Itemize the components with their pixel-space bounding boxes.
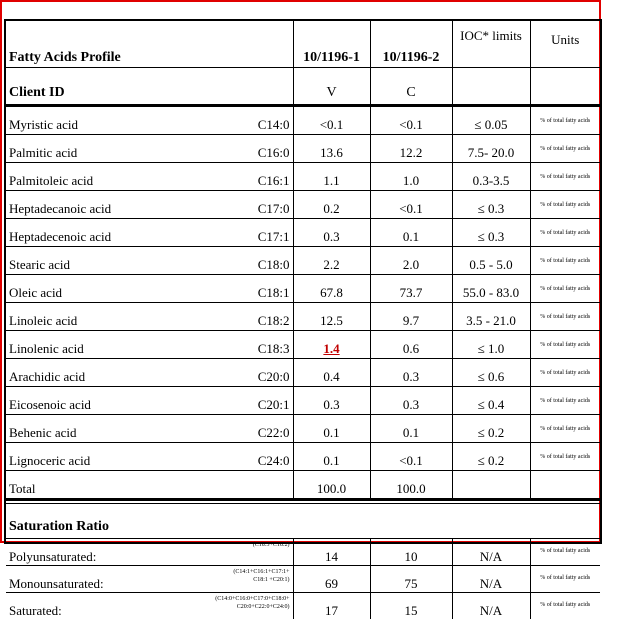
- table-title: Fatty Acids Profile: [6, 21, 293, 68]
- saturation-limit: N/A: [452, 593, 530, 619]
- acid-code: C20:1: [258, 398, 290, 411]
- ioc-limit: ≤ 0.2: [452, 415, 530, 443]
- table-row: [6, 275, 600, 303]
- saturation-unit: % of total fatty acids: [530, 539, 600, 566]
- sample-2-value: 12.2: [370, 135, 452, 163]
- ioc-limit: 55.0 - 83.0: [452, 275, 530, 303]
- sample-1-value-text: 67.8: [320, 285, 343, 300]
- acid-code: C17:0: [258, 202, 290, 215]
- acid-code: C16:0: [258, 146, 290, 159]
- sample-1-value: [293, 106, 370, 135]
- sample-1-value-text: 0.1: [323, 425, 339, 440]
- fatty-acids-table: [6, 21, 600, 619]
- sample-2-value: 0.3: [370, 387, 452, 415]
- unit: % of total fatty acids: [530, 331, 600, 359]
- saturation-limit: N/A: [452, 566, 530, 593]
- sample-2-value: 2.0: [370, 247, 452, 275]
- sample-1-value-text: 12.5: [320, 313, 343, 328]
- sample-1-value: [293, 191, 370, 219]
- acid-code: C22:0: [258, 426, 290, 439]
- saturation-v: 69: [293, 566, 370, 593]
- saturation-v: 17: [293, 593, 370, 619]
- saturation-row: [6, 566, 600, 593]
- unit: % of total fatty acids: [530, 415, 600, 443]
- unit: % of total fatty acids: [530, 219, 600, 247]
- acid-name: Arachidic acid: [9, 370, 85, 383]
- unit: % of total fatty acids: [530, 387, 600, 415]
- sample-2-value: <0.1: [370, 443, 452, 471]
- ioc-limit: ≤ 0.4: [452, 387, 530, 415]
- sample-1-value: [293, 219, 370, 247]
- acid-name: Oleic acid: [9, 286, 62, 299]
- acid-name: Stearic acid: [9, 258, 70, 271]
- unit: % of total fatty acids: [530, 275, 600, 303]
- client-id-label: Client ID: [6, 68, 293, 106]
- acid-name: Palmitoleic acid: [9, 174, 93, 187]
- sample-2-value: 73.7: [370, 275, 452, 303]
- table-row: [6, 163, 600, 191]
- ioc-limit: ≤ 1.0: [452, 331, 530, 359]
- ioc-limit: ≤ 0.05: [452, 106, 530, 135]
- unit: % of total fatty acids: [530, 191, 600, 219]
- sample-1-value: [293, 163, 370, 191]
- saturation-formula: (C14:1+C16:1+C17:1+ C18:1 +C20:1): [233, 568, 289, 584]
- sample-1-value-text: 1.1: [323, 173, 339, 188]
- acid-code: C16:1: [258, 174, 290, 187]
- acid-code: C24:0: [258, 454, 290, 467]
- ioc-limit: 0.3-3.5: [452, 163, 530, 191]
- sample-2-value: 0.1: [370, 415, 452, 443]
- sample-1-value-text: 1.4: [323, 341, 339, 356]
- ioc-limit: 7.5- 20.0: [452, 135, 530, 163]
- table-row: [6, 359, 600, 387]
- acid-code: C17:1: [258, 230, 290, 243]
- acid-name: Behenic acid: [9, 426, 77, 439]
- sample-2-value: <0.1: [370, 106, 452, 135]
- table-row: [6, 331, 600, 359]
- acid-name: Eicosenoic acid: [9, 398, 91, 411]
- sample-1-value-text: 0.4: [323, 369, 339, 384]
- header-row: [6, 21, 600, 68]
- acid-name: Linolenic acid: [9, 342, 84, 355]
- table-row: [6, 303, 600, 331]
- acid-code: C20:0: [258, 370, 290, 383]
- sample-1-value: [293, 247, 370, 275]
- acid-code: C18:1: [258, 286, 290, 299]
- sample-1-value: [293, 359, 370, 387]
- acid-code: C14:0: [258, 118, 290, 131]
- table-row: [6, 387, 600, 415]
- acid-code: C18:2: [258, 314, 290, 327]
- saturation-v: 14: [293, 539, 370, 566]
- acid-code: C18:0: [258, 258, 290, 271]
- saturation-title: Saturation Ratio: [6, 504, 600, 539]
- acid-name: Heptadecanoic acid: [9, 202, 111, 215]
- saturation-unit: % of total fatty acids: [530, 593, 600, 619]
- table-row: [6, 191, 600, 219]
- sample-1-value-text: 13.6: [320, 145, 343, 160]
- acid-name: Linoleic acid: [9, 314, 77, 327]
- saturation-name: Monounsaturated:: [9, 577, 104, 590]
- acid-name: Palmitic acid: [9, 146, 77, 159]
- sample-2-value: 9.7: [370, 303, 452, 331]
- saturation-header-row: [6, 504, 600, 539]
- saturation-row: [6, 593, 600, 619]
- table-row: [6, 135, 600, 163]
- sample-1-value: [293, 303, 370, 331]
- sample-1-value-text: 0.3: [323, 229, 339, 244]
- sample-1-value-text: <0.1: [320, 117, 344, 132]
- unit: % of total fatty acids: [530, 359, 600, 387]
- table-row: [6, 219, 600, 247]
- table-row: [6, 106, 600, 135]
- sample-1-value-text: 0.1: [323, 453, 339, 468]
- unit: % of total fatty acids: [530, 303, 600, 331]
- sample-1-value: [293, 135, 370, 163]
- total-c: 100.0: [370, 471, 452, 500]
- sample-1-value: [293, 331, 370, 359]
- saturation-formula: (C18:3+C18:2): [253, 541, 290, 549]
- ioc-limit: 0.5 - 5.0: [452, 247, 530, 275]
- saturation-name: Saturated:: [9, 604, 62, 617]
- sample-2-value: <0.1: [370, 191, 452, 219]
- ioc-limit: ≤ 0.3: [452, 219, 530, 247]
- unit: % of total fatty acids: [530, 135, 600, 163]
- limits-header: IOC* limits: [452, 21, 530, 68]
- unit: % of total fatty acids: [530, 443, 600, 471]
- sample-2-value: 0.6: [370, 331, 452, 359]
- sample-1-value: [293, 387, 370, 415]
- sample-1-value-text: 0.3: [323, 397, 339, 412]
- sample-1-value: [293, 443, 370, 471]
- saturation-name: Polyunsaturated:: [9, 550, 96, 563]
- client-id-v: V: [293, 68, 370, 106]
- acid-name: Myristic acid: [9, 118, 78, 131]
- sample-2-value: 0.1: [370, 219, 452, 247]
- sample-1-value: [293, 275, 370, 303]
- sample-1-value-text: 2.2: [323, 257, 339, 272]
- fatty-acids-report: [4, 19, 602, 544]
- saturation-c: 15: [370, 593, 452, 619]
- unit: % of total fatty acids: [530, 106, 600, 135]
- sample-2-value: 1.0: [370, 163, 452, 191]
- saturation-unit: % of total fatty acids: [530, 566, 600, 593]
- sample-2-header: 10/1196-2: [370, 21, 452, 68]
- saturation-row: [6, 539, 600, 566]
- client-id-c: C: [370, 68, 452, 106]
- saturation-c: 10: [370, 539, 452, 566]
- saturation-formula: (C14:0+C16:0+C17:0+C18:0+ C20:0+C22:0+C24:0): [215, 595, 289, 611]
- client-id-row: [6, 68, 600, 106]
- total-label: Total: [6, 471, 293, 500]
- ioc-limit: ≤ 0.3: [452, 191, 530, 219]
- ioc-limit: 3.5 - 21.0: [452, 303, 530, 331]
- acid-name: Heptadecenoic acid: [9, 230, 111, 243]
- units-header: Units: [530, 21, 600, 68]
- sample-1-value: [293, 415, 370, 443]
- ioc-limit: ≤ 0.6: [452, 359, 530, 387]
- saturation-limit: N/A: [452, 539, 530, 566]
- table-row: [6, 415, 600, 443]
- total-v: 100.0: [293, 471, 370, 500]
- total-row: [6, 471, 600, 500]
- table-row: [6, 247, 600, 275]
- acid-code: C18:3: [258, 342, 290, 355]
- table-row: [6, 443, 600, 471]
- sample-2-value: 0.3: [370, 359, 452, 387]
- ioc-limit: ≤ 0.2: [452, 443, 530, 471]
- unit: % of total fatty acids: [530, 247, 600, 275]
- saturation-c: 75: [370, 566, 452, 593]
- acid-name: Lignoceric acid: [9, 454, 90, 467]
- sample-1-header: 10/1196-1: [293, 21, 370, 68]
- unit: % of total fatty acids: [530, 163, 600, 191]
- sample-1-value-text: 0.2: [323, 201, 339, 216]
